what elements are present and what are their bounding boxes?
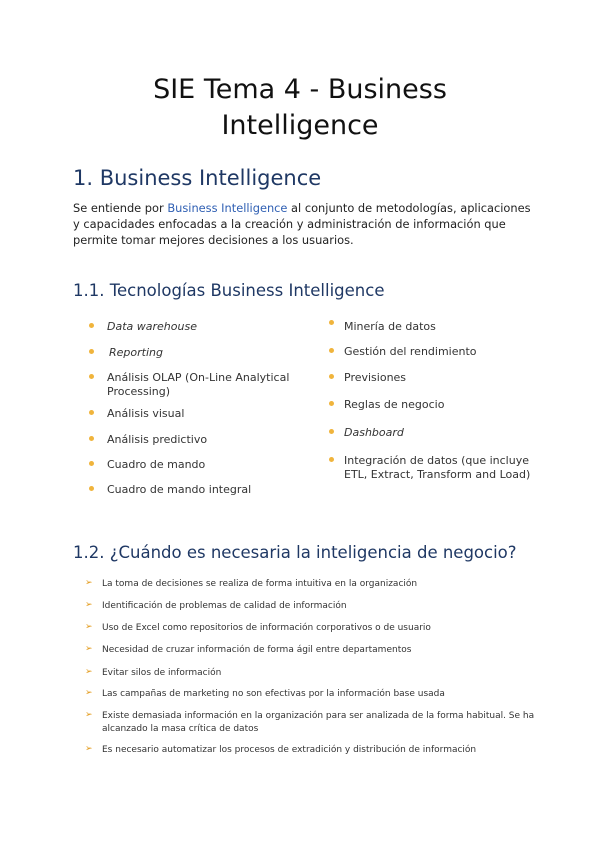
arrow-bullet-icon: ➢ <box>85 667 93 677</box>
list-item-text: Cuadro de mando <box>107 458 206 471</box>
list-item <box>344 345 477 359</box>
list-item <box>344 426 404 440</box>
bullet-dot-icon <box>89 323 94 328</box>
paragraph-prefix: Se entiende por <box>73 201 168 215</box>
list-item <box>85 644 411 657</box>
arrow-bullet-icon: ➢ <box>85 578 93 588</box>
list-item-text: Minería de datos <box>344 320 436 333</box>
document-title <box>0 72 600 144</box>
list-item-text: Reglas de negocio <box>344 398 445 411</box>
arrow-bullet-icon: ➢ <box>85 710 93 720</box>
list-item <box>344 398 444 412</box>
bullet-dot-icon <box>329 401 334 406</box>
paragraph-rest: al conjunto de metodologías, aplicaciones <box>287 201 531 215</box>
list-item-text: Análisis predictivo <box>107 433 208 446</box>
list-item <box>107 320 197 334</box>
list-item-text: Gestión del rendimiento <box>344 345 477 358</box>
paragraph-line-2: y capacidades enfocadas a la creación y administración de información que <box>73 217 506 231</box>
bullet-dot-icon <box>329 320 334 325</box>
list-item <box>107 407 184 421</box>
list-item-text: La toma de decisiones se realiza de forma intuitiva en la organización <box>102 579 418 589</box>
list-item-text: Evitar silos de información <box>102 668 222 678</box>
list-item-text: Las campañas de marketing no son efectivas por la información base usada <box>102 689 445 699</box>
list-item-text: Es necesario automatizar los procesos de extradición y distribución de información <box>102 745 477 755</box>
list-item-text: Dashboard <box>344 426 404 439</box>
bullet-dot-icon <box>89 486 94 491</box>
section-1-2-heading: 1.2. ¿Cuándo es necesaria la inteligencia de negocio? <box>73 543 517 562</box>
list-item-text: Previsiones <box>344 371 407 384</box>
section-1-paragraph <box>73 200 533 248</box>
section-1-heading: 1. Business Intelligence <box>73 166 322 190</box>
title-line-2: Intelligence <box>221 110 379 141</box>
list-item-text-continued: Processing) <box>107 385 171 398</box>
bullet-dot-icon <box>89 461 94 466</box>
list-item <box>85 578 417 591</box>
list-item-text: Identificación de problemas de calidad de información <box>102 601 347 611</box>
bullet-dot-icon <box>89 436 94 441</box>
list-item <box>85 744 476 757</box>
list-item <box>85 667 221 680</box>
list-item <box>344 320 436 334</box>
section-1-1-heading: 1.1. Tecnologías Business Intelligence <box>73 281 385 300</box>
list-item <box>85 622 431 635</box>
list-item <box>85 710 534 735</box>
list-item-text-continued: alcanzado la masa crítica de datos <box>102 723 259 734</box>
list-item-text: Análisis visual <box>107 407 185 420</box>
paragraph-line-3: permite tomar mejores decisiones a los usuarios. <box>73 233 354 247</box>
list-item <box>344 371 406 385</box>
arrow-bullet-icon: ➢ <box>85 688 93 698</box>
bullet-dot-icon <box>89 374 94 379</box>
title-line-1: SIE Tema 4 - Business <box>153 74 447 105</box>
arrow-bullet-icon: ➢ <box>85 744 93 754</box>
list-item-text: Análisis OLAP (On-Line Analytical <box>107 371 290 384</box>
list-item <box>107 371 289 399</box>
bullet-dot-icon <box>329 374 334 379</box>
list-item-text: Reporting <box>109 346 163 359</box>
bullet-dot-icon <box>89 410 94 415</box>
arrow-bullet-icon: ➢ <box>85 622 93 632</box>
bullet-dot-icon <box>329 457 334 462</box>
list-item-text: Existe demasiada información en la organización para ser analizada de la forma habitual. Se ha <box>102 711 535 721</box>
list-item <box>107 458 205 472</box>
list-item-text: Necesidad de cruzar información de forma ágil entre departamentos <box>102 645 412 655</box>
list-item <box>107 483 251 497</box>
business-intelligence-link[interactable]: Business Intelligence <box>167 201 288 215</box>
list-item <box>85 688 445 701</box>
list-item-text: Uso de Excel como repositorios de información corporativos o de usuario <box>102 623 431 633</box>
bullet-dot-icon <box>89 349 94 354</box>
arrow-bullet-icon: ➢ <box>85 644 93 654</box>
arrow-bullet-icon: ➢ <box>85 600 93 610</box>
list-item-text: Integración de datos (que incluye <box>344 454 529 467</box>
list-item-text: Cuadro de mando integral <box>107 483 252 496</box>
list-item <box>85 600 347 613</box>
bullet-dot-icon <box>329 429 334 434</box>
list-item <box>107 346 163 360</box>
bullet-dot-icon <box>329 348 334 353</box>
list-item-text: Data warehouse <box>107 320 197 333</box>
list-item <box>344 454 530 482</box>
list-item <box>107 433 207 447</box>
paragraph-line-1 <box>73 200 533 216</box>
list-item-text-continued: ETL, Extract, Transform and Load) <box>344 468 531 481</box>
